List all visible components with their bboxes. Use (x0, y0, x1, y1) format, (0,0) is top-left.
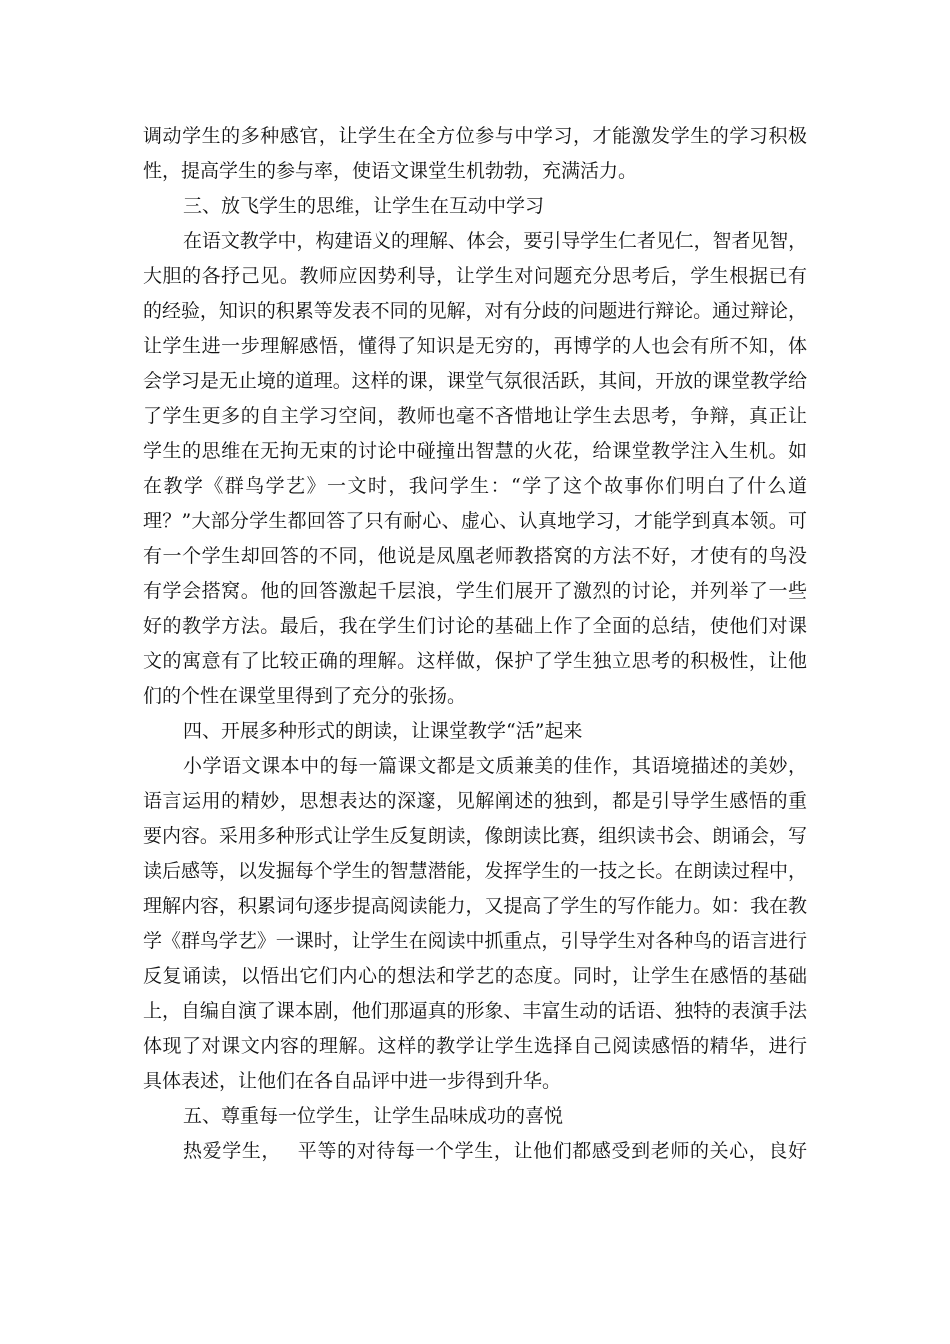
text-line: 在教学《群鸟学艺》一文时，我问学生：“学了这个故事你们明白了什么道 (143, 475, 807, 497)
text-line: 有一个学生却回答的不同，他说是凤凰老师教搭窝的方法不好，才使有的鸟没 (143, 545, 807, 567)
paragraph-first-line: 热爱学生， 平等的对待每一个学生，让他们都感受到老师的关心，良好 (183, 1140, 807, 1162)
text-line: 性，提高学生的参与率，使语文课堂生机勃勃，充满活力。 (143, 160, 638, 182)
paragraph-first-line: 四、开展多种形式的朗读，让课堂教学“活”起来 (183, 720, 583, 742)
text-line: 学《群鸟学艺》一课时，让学生在阅读中抓重点，引导学生对各种鸟的语言进行 (143, 930, 807, 952)
text-line: 的经验，知识的积累等发表不同的见解，对有分歧的问题进行辩论。通过辩论， (143, 300, 807, 322)
paragraph-first-line: 小学语文课本中的每一篇课文都是文质兼美的佳作，其语境描述的美妙， (183, 755, 807, 777)
body-text (143, 119, 807, 1169)
text-line: 学生的思维在无拘无束的讨论中碰撞出智慧的火花，给课堂教学注入生机。如 (143, 440, 807, 462)
text-line: 理？”大部分学生都回答了只有耐心、虚心、认真地学习，才能学到真本领。可 (143, 510, 807, 532)
text-line: 具体表述，让他们在各自品评中进一步得到升华。 (143, 1070, 562, 1092)
paragraph-first-line: 五、尊重每一位学生，让学生品味成功的喜悦 (183, 1105, 564, 1127)
text-line: 读后感等，以发掘每个学生的智慧潜能，发挥学生的一技之长。在朗读过程中， (143, 860, 807, 882)
text-line: 上，自编自演了课本剧，他们那逼真的形象、丰富生动的话语、独特的表演手法 (143, 1000, 807, 1022)
text-line: 反复诵读，以悟出它们内心的想法和学艺的态度。同时，让学生在感悟的基础 (143, 965, 807, 987)
text-line: 体现了对课文内容的理解。这样的教学让学生选择自己阅读感悟的精华，进行 (143, 1035, 807, 1057)
text-line: 让学生进一步理解感悟，懂得了知识是无穷的，再博学的人也会有所不知，体 (143, 335, 807, 357)
text-line: 要内容。采用多种形式让学生反复朗读，像朗读比赛，组织读书会、朗诵会，写 (143, 825, 807, 847)
text-line: 大胆的各抒己见。教师应因势利导，让学生对问题充分思考后，学生根据已有 (143, 265, 807, 287)
text-line: 了学生更多的自主学习空间，教师也毫不吝惜地让学生去思考，争辩，真正让 (143, 405, 807, 427)
text-line: 调动学生的多种感官，让学生在全方位参与中学习，才能激发学生的学习积极 (143, 125, 807, 147)
text-line: 文的寓意有了比较正确的理解。这样做，保护了学生独立思考的积极性，让他 (143, 650, 807, 672)
text-line: 们的个性在课堂里得到了充分的张扬。 (143, 685, 467, 707)
text-line: 好的教学方法。最后，我在学生们讨论的基础上作了全面的总结，使他们对课 (143, 615, 807, 637)
text-line: 有学会搭窝。他的回答激起千层浪，学生们展开了激烈的讨论，并列举了一些 (143, 580, 807, 602)
text-line: 会学习是无止境的道理。这样的课，课堂气氛很活跃，其间，开放的课堂教学给 (143, 370, 807, 392)
text-line: 语言运用的精妙，思想表达的深邃，见解阐述的独到，都是引导学生感悟的重 (143, 790, 807, 812)
paragraph-first-line: 三、放飞学生的思维，让学生在互动中学习 (183, 195, 545, 217)
text-line: 理解内容，积累词句逐步提高阅读能力，又提高了学生的写作能力。如：我在教 (143, 895, 807, 917)
paragraph-first-line: 在语文教学中，构建语义的理解、体会，要引导学生仁者见仁，智者见智， (183, 230, 808, 252)
